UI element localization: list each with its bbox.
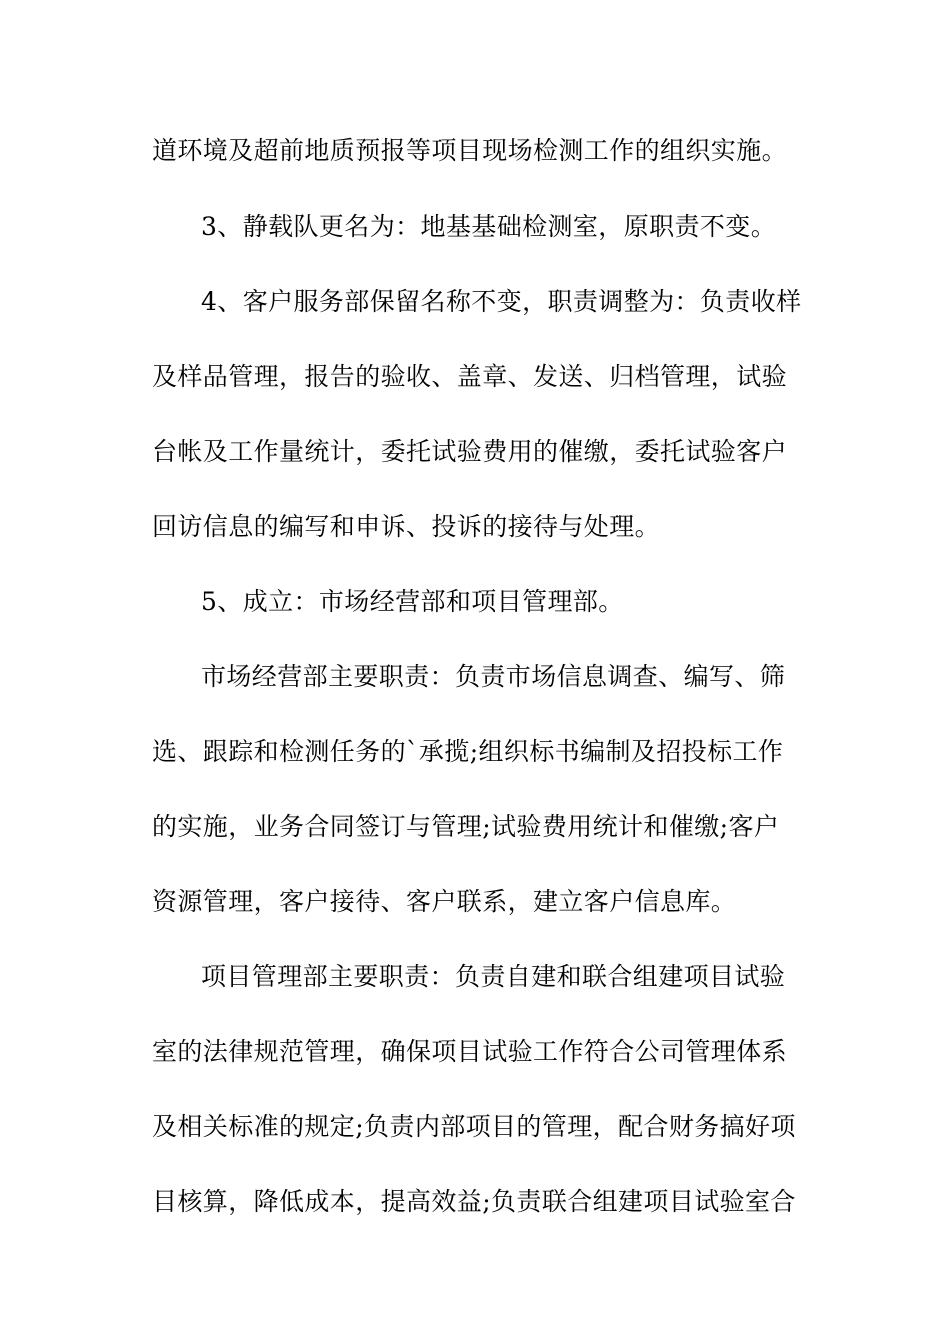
paragraph-line-8: 市场经营部主要职责：负责市场信息调查、编写、筛: [201, 662, 786, 691]
paragraph-line-15: 目核算，降低成本，提高效益;负责联合组建项目试验室合: [152, 1187, 796, 1216]
paragraph-line-5: 台帐及工作量统计，委托试验费用的催缴，委托试验客户: [152, 437, 788, 466]
paragraph-line-12: 项目管理部主要职责：负责自建和联合组建项目试验: [201, 962, 786, 991]
paragraph-line-10: 的实施，业务合同签订与管理;试验费用统计和催缴;客户: [152, 812, 780, 841]
paragraph-line-9: 选、跟踪和检测任务的`承揽;组织标书编制及招投标工作: [152, 737, 784, 766]
paragraph-line-6: 回访信息的编写和申诉、投诉的接待与处理。: [152, 512, 661, 541]
paragraph-line-2: 3、静载队更名为：地基基础检测室，原职责不变。: [201, 212, 777, 241]
paragraph-line-7: 5、成立：市场经营部和项目管理部。: [201, 587, 624, 616]
paragraph-line-4: 及样品管理，报告的验收、盖章、发送、归档管理，试验: [152, 362, 788, 391]
paragraph-line-1: 道环境及超前地质预报等项目现场检测工作的组织实施。: [152, 136, 788, 165]
paragraph-line-13: 室的法律规范管理，确保项目试验工作符合公司管理体系: [152, 1037, 788, 1066]
paragraph-line-11: 资源管理，客户接待、客户联系，建立客户信息库。: [152, 887, 737, 916]
paragraph-line-14: 及相关标准的规定;负责内部项目的管理，配合财务搞好项: [152, 1112, 796, 1141]
paragraph-line-3: 4、客户服务部保留名称不变，职责调整为：负责收样: [201, 287, 802, 316]
